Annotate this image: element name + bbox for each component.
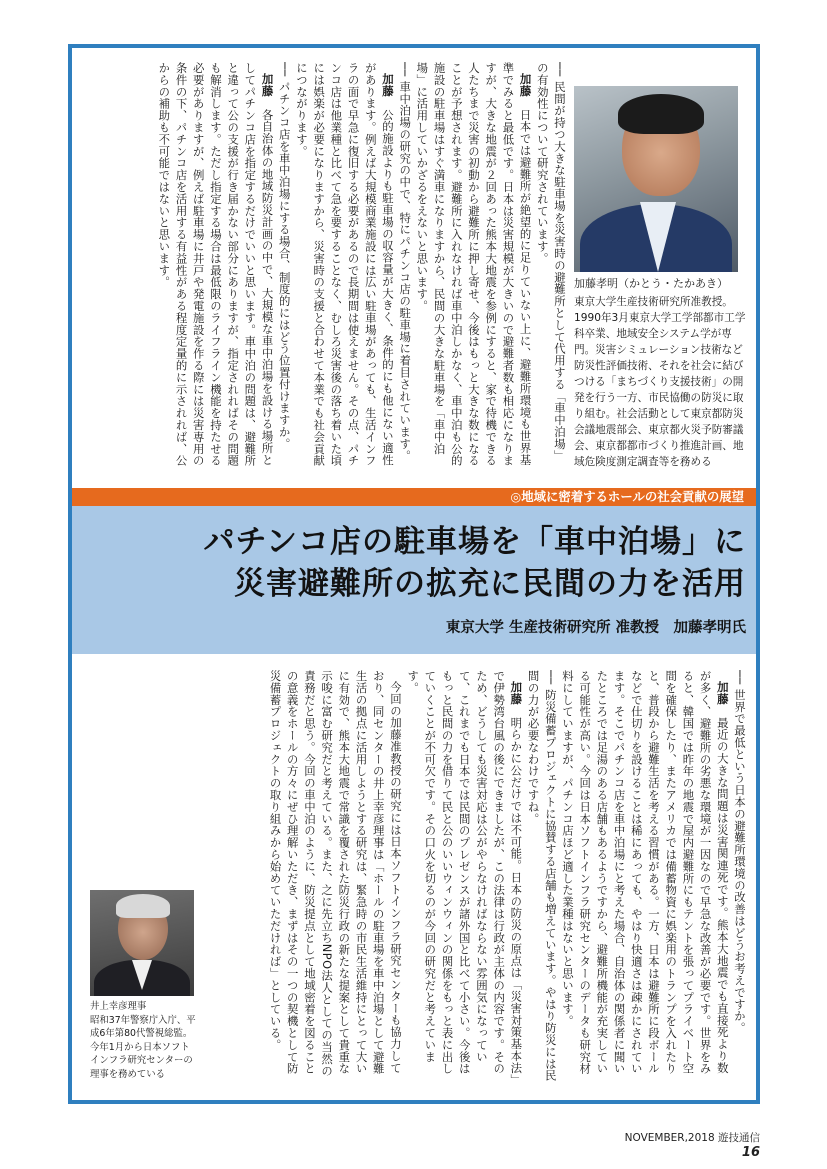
bio-text: 1990年3月東京大学工学部都市工学科卒業、地域安全システム学が専門。災害シミュレーション技術など防災性評価技術、それを社会に結びつける「まちづくり支援技術」の開発を行う一方、市民協働の防災に取り組む。社会活動として東京都防災会議地震部会、東京都火災予防審議会、東京都都市づくり推進計画、地域危険度測定調査等を務める [574, 312, 746, 468]
page-footer [600, 1130, 760, 1160]
frame-top-rule [68, 44, 760, 48]
bio-name: 加藤孝明（かとう・たかあき） [574, 277, 728, 290]
question-3: ── パチンコ店を車中泊場にする場合、制度的にはどう位置付けますか。 [277, 62, 292, 450]
answer-3: 加藤 各自治体の地域防災計画の中で、大規模な車中泊場を設ける場所としてパチンコ店を指定するだけでいいと思います。車中泊の問題は、避難所と違って公の支援が行き届かない部分にありますが、指定されればその問題も解消します。ただし指定する場合は最低限のライフライン機能を持たせる必要がありますが、例えば駐車場に井戸や発電施設を作る際には災害専用の条件の下、パチンコ店を活用する有益性がある程度定量的に示されれば、公からの補助も不可能ではないと思います。 [157, 62, 275, 467]
closing-paragraph: 今回の加藤准教授の研究には日本ソフトインフラ研究センターも協力しており、同センターの井上幸彦理事は「ホールの駐車場を車中泊場として避難生活の拠点に活用しようとする研究は、緊急時の市民生活維持にとって大いに有効で、熊本大地震で常識を覆された防災行政の新たな提案として貴重な示唆に富む研究だと考えている。また、之に先立ちNPO法人としての当然の責務だと思う。今回の車中泊のように、防災提点として地域密着を図ることの意義をホールの方々にぜひ理解いただき、まずはその一つの契機として防災備蓄プロジェクトの取り組みから始めていただければ」としている。 [268, 670, 403, 1077]
bio-caption [574, 276, 750, 470]
frame-right-rule [756, 44, 760, 1104]
speaker-label: 加藤 [509, 681, 524, 706]
question-5: ── 防災備蓄プロジェクトに協賛する店舗も増えています。やはり防災には民間の力が必要なわけですね。 [526, 670, 558, 1082]
speaker-label: 加藤 [380, 73, 395, 98]
section-label-bar: ◎地域に密着するホールの社会貢献の展望 [72, 488, 756, 506]
answer-5: 加藤 明らかに公だけでは不可能。日本の防災の原点は「災害対策基本法」で伊勢湾台風の後にできましたが、この法律は行政が主体の内容です。そのため、どうしても災害対応は公がやらなければならない雰囲気になっていて、これまでも日本では民間のプレゼンスが諸外国と比べて小さい。今後はもっと民間の力を借りて民と公のいいウィンウィンの関係をもっと表に出していくことが不可欠です。その口火を切るのが今回の研究だと考えています。 [406, 670, 524, 1081]
upper-article-body [84, 62, 568, 470]
headline-line-1: パチンコ店の駐車場を「車中泊場」に [203, 524, 746, 560]
issue-date: NOVEMBER,2018 [624, 1132, 715, 1144]
byline: 東京大学 生産技術研究所 准教授 加藤孝明氏 [445, 620, 746, 636]
speaker-label: 加藤 [518, 73, 533, 98]
question-1: ── 民間が持つ大きな駐車場を災害時の避難所として代用する「車中泊場」の有効性について研究されています。 [535, 62, 567, 462]
bio-title: 東京大学生産技術研究所准教授。 [574, 296, 733, 308]
speaker-label: 加藤 [260, 73, 275, 98]
lower-article-body [210, 670, 748, 1082]
frame-bottom-rule [68, 1100, 760, 1104]
answer-1: 加藤 日本では避難所が絶望的に足りていない上に、避難所環境も世界基準でみると最低です。日本は災害規模が大きいので避難者数も相応になりますが、大きな地震が２回あった熊本大地震を参例にすると、家で待機できる人たちまで災害の初動から避難所に押し寄せ、今後はもっと大きな数になることが予想されます。避難所に入れなければ車中泊しかなく、車中泊も公的施設の駐車場はすぐ満車になりますから、民間の大きな駐車場を「車中泊場」に活用していかざるをえないと思います。 [415, 62, 533, 467]
page-number: 16 [741, 1145, 760, 1160]
portrait-photo-kato [574, 86, 738, 272]
photo2-caption [90, 1000, 198, 1082]
speaker-label: 加藤 [715, 681, 730, 706]
answer-2: 加藤 公的施設よりも駐車場の収容量が大きく、条件的にも他にない適性があります。例えば大規模商業施設には広い駐車場があっても、生活インフラの面で早急に復旧する必要があるので長期間は使えません。その点、パチンコ店は他業種と比べて急を要することなく、むしろ災害後の落ち着いた頃には娯楽が必要になりますから、災害時の支援と合わせて本業でも社会貢献につながります。 [294, 62, 395, 467]
magazine-name: 遊技通信 [718, 1132, 760, 1144]
question-2: ── 車中泊場の研究の中で、特にパチンコ店の駐車場に着目されています。 [398, 62, 413, 462]
portrait-photo-inoue [90, 890, 194, 996]
headline-line-2: 災害避難所の拡充に民間の力を活用 [234, 566, 746, 602]
photo2-name: 井上幸彦理事 [90, 1001, 147, 1012]
question-4: ── 世界で最低という日本の避難所環境の改善はどうお考えですか。 [733, 670, 747, 1034]
photo2-text: 昭和37年警察庁入庁、平成6年第80代警視総監。今年1月から日本ソフトインフラ研究センターの理事を務めている [90, 1014, 196, 1080]
answer-4: 加藤 最近の大きな問題は災害関連死です。熊本大地震でも直接死より数が多く、避難所の劣悪な環境が一因なので早急な改善が必要です。世界をみると、韓国では昨年の地震で屋内避難所にもテントを張ってプライベート空間を確保したり、またアメリカでは備蓄物資に娯楽用のトランプを入れたりと、普段から避難生活を考える習慣がある。一方、日本は避難所に段ボールなどで仕切りを設けることは稀にあっても、やはり快適さは疎かにされています。そこでパチンコ店を車中泊場にと考えた場合、自治体の関係者に聞いたところでは足湯のある店舗もあるようですから、避難所機能が充実している可能性が高い。今回は日本ソフトインフラ研究センターのデータも研究材料にしていますが、パチンコ店ほど適した業種はないと思います。 [560, 670, 730, 1075]
